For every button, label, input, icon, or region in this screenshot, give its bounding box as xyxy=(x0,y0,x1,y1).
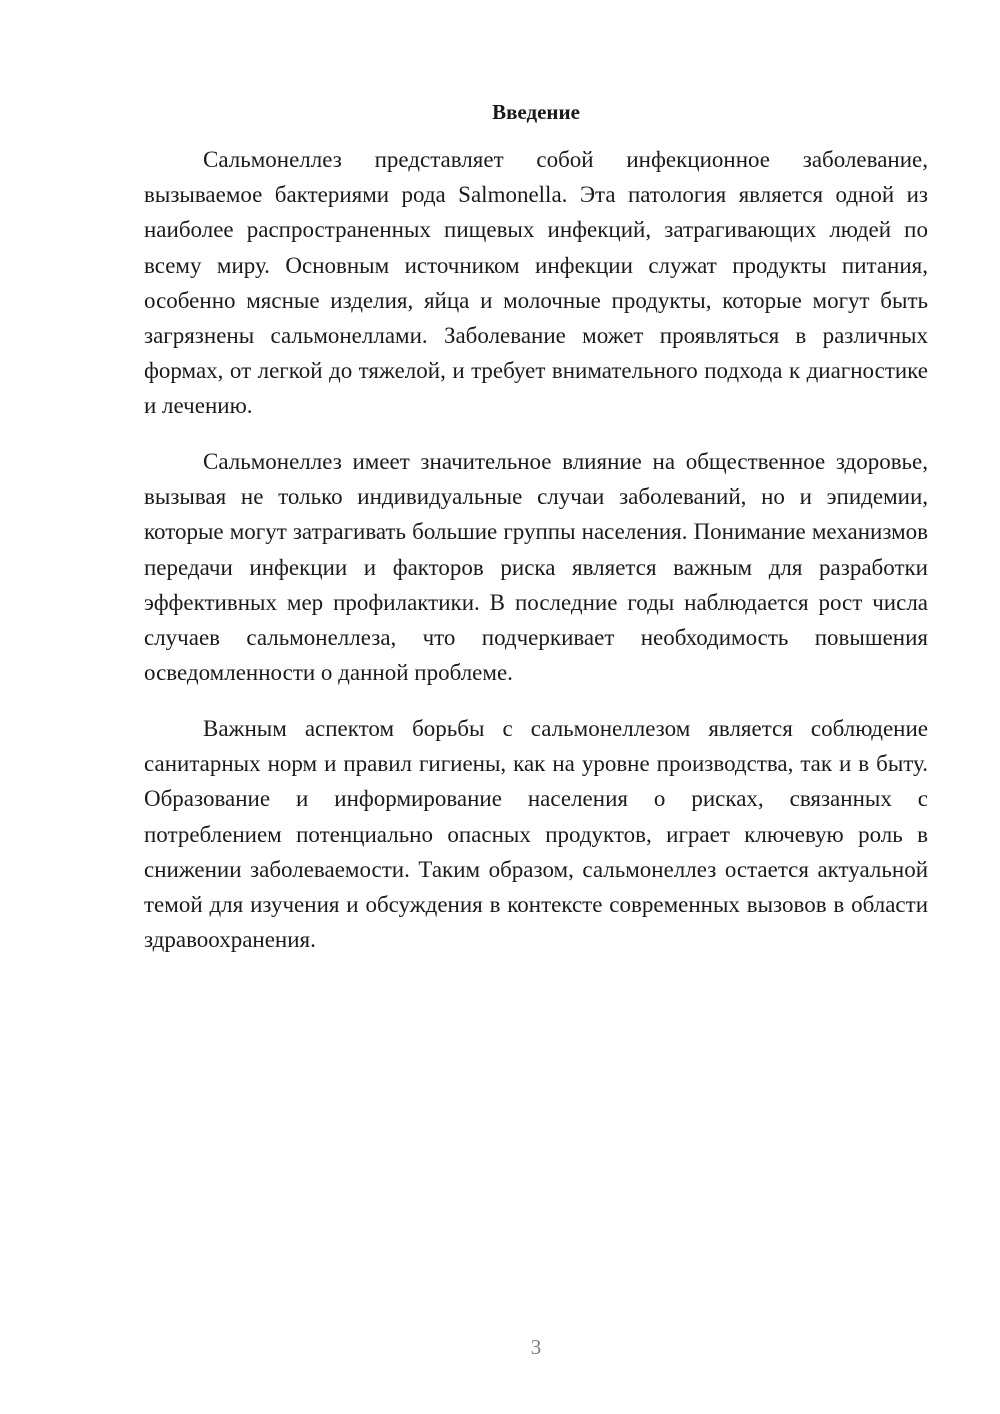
paragraph-3: Важным аспектом борьбы с сальмонеллезом является соблюдение санитарных норм и правил гигиены, как на уровне производства, так и в быту. Образование и информирование населения о рисках, связанных с потреблением потенциально опасных продуктов, играет ключевую роль в снижении заболеваемости. Таким образом, сальмонеллез остается актуальной темой для изучения и обсуждения в контексте современных вызовов в области здравоохранения. xyxy=(144,716,928,953)
section-title: Введение xyxy=(492,100,580,124)
page-number: 3 xyxy=(530,1335,542,1359)
paragraph-1: Сальмонеллез представляет собой инфекционное заболевание, вызываемое бактериями рода Salmonella. Эта патология является одной из наиболее распространенных пищевых инфекций, затрагивающих людей по всему миру. Основным источником инфекции служат продукты питания, особенно мясные изделия, яйца и молочные продукты, которые могут быть загрязнены сальмонеллами. Заболевание может проявляться в различных формах, от легкой до тяжелой, и требует внимательного подхода к диагностике и лечению. xyxy=(144,147,928,419)
paragraph-2: Сальмонеллез имеет значительное влияние на общественное здоровье, вызывая не только индивидуальные случаи заболеваний, но и эпидемии, которые могут затрагивать большие группы населения. Понимание механизмов передачи инфекции и факторов риска является важным для разработки эффективных мер профилактики. В последние годы наблюдается рост числа случаев сальмонеллеза, что подчеркивает необходимость повышения осведомленности о данной проблеме. xyxy=(144,449,928,686)
